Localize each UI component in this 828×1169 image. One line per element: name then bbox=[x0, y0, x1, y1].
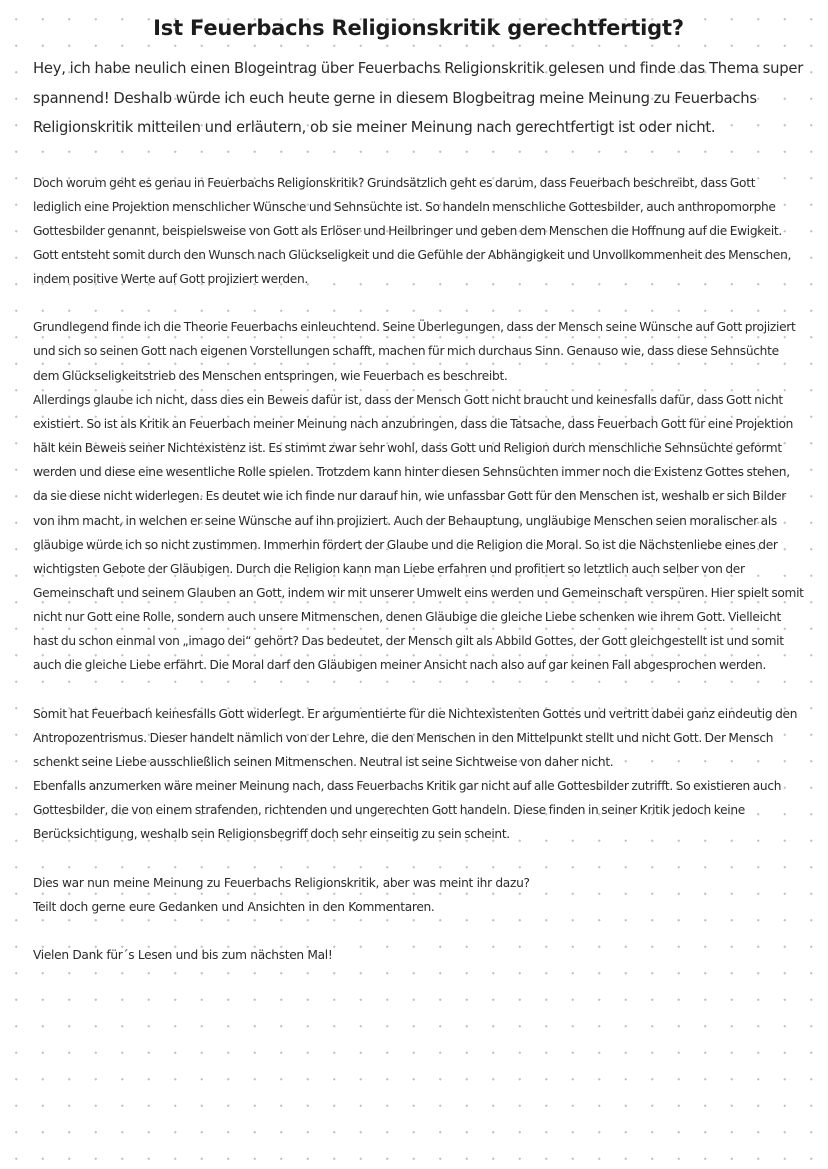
closing-invitation: Teilt doch gerne eure Gedanken und Ansichten in den Kommentaren. bbox=[33, 899, 435, 914]
paragraph-further-critique: Ebenfalls anzumerken wäre meiner Meinung nach, dass Feuerbachs Kritik gar nicht auf alle Gottesbilder zutrifft. So existieren auch Gottesbilder, die von einem strafenden, richtenden und ungerechten Gott handeln. Diese finden in seiner Kritik jedoch keine Berücksichtigung, weshalb sein Religionsbegriff doch sehr einseitig zu sein scheint. bbox=[33, 779, 782, 842]
paragraph-critique: Allerdings glaube ich nicht, dass dies ein Beweis dafür ist, dass der Mensch Gott nicht braucht und keinesfalls dafür, dass Gott nicht existiert. So ist als Kritik an Feuerbach meiner Meinung nach anzubringen, dass die Tatsache, dass Feuerbach Gott für eine Projektion hält kein Beweis seiner Nichtexistenz ist. Es stimmt zwar sehr wohl, dass Gott und Religion durch menschliche Sehnsüchte geformt werden und diese eine wesentliche Rolle spielen. Trotzdem kann hinter diesen Sehnsüchten immer noch die Existenz Gottes stehen, da sie diese nicht widerlegen. Es deutet wie ich finde nur darauf hin, wie unfassbar Gott für den Menschen ist, weshalb er sich Bilder von ihm macht, in welchen er seine Wünsche auf ihn projiziert. Auch der Behauptung, ungläubige Menschen seien moralischer als gläubige würde ich so nicht zustimmen. Immerhin fördert der Glaube und die Religion die Moral. So ist die Nächstenliebe eines der wichtigsten Gebote der Gläubigen. Durch die Religion kann man Liebe erfahren und profitiert so letztlich auch selber von der Gemeinschaft und seinem Glauben an Gott, indem wir mit unserer Umwelt eins werden und Gemeinschaft verspüren. Hier spielt somit nicht nur Gott eine Rolle, sondern auch unsere Mitmenschen, denen Gläubige die gleiche Liebe schenken wie ihrem Gott. Vielleicht hast du schon einmal von „imago dei“ gehört? Das bedeutet, der Mensch gilt als Abbild Gottes, der Gott gleichgestellt ist und somit auch die gleiche Liebe erfährt. Die Moral darf den Gläubigen meiner Ansicht nach also auf gar keinen Fall abgesprochen werden. bbox=[33, 392, 804, 673]
paragraph-topic-summary: Doch worum geht es genau in Feuerbachs Religionskritik? Grundsätzlich geht es darum, dass Feuerbach beschreibt, dass Gott lediglich eine Projektion menschlicher Wünsche und Sehnsüchte ist. So handeln menschliche Gottesbilder, auch anthropomorphe Gottesbilder genannt, beispielsweise von Gott als Erlöser und Heilbringer und geben dem Menschen die Hoffnung auf die Ewigkeit. Gott entsteht somit durch den Wunsch nach Glückseligkeit und die Gefühle der Abhängigkeit und Unvollkommenheit des Menschen, indem positive Werte auf Gott projiziert werden. bbox=[33, 175, 792, 287]
opinion-block bbox=[33, 315, 804, 677]
paragraph-agreement: Grundlegend finde ich die Theorie Feuerbachs einleuchtend. Seine Überlegungen, dass der Mensch seine Wünsche auf Gott projiziert und sich so seinen Gott nach eigenen Vorstellungen schafft, machen für mich durchaus Sinn. Genauso wie, dass diese Sehnsüchte dem Glückseligkeitstrieb des Menschen entspringen, wie Feuerbach es beschreibt. bbox=[33, 320, 796, 383]
closing-question: Dies war nun meine Meinung zu Feuerbachs Religionskritik, aber was meint ihr dazu? bbox=[33, 875, 530, 890]
page-title: Ist Feuerbachs Religionskritik gerechtfertigt? bbox=[153, 16, 684, 40]
farewell-line: Vielen Dank für´s Lesen und bis zum nächsten Mal! bbox=[33, 947, 333, 962]
closing-block bbox=[33, 871, 804, 919]
paragraph-anthropocentrism: Somit hat Feuerbach keinesfalls Gott widerlegt. Er argumentierte für die Nichtexistenten Gottes und vertritt dabei ganz eindeutig den Antropozentrismus. Dieser handelt nämlich von der Lehre, die den Menschen in den Mittelpunkt stellt und nicht Gott. Der Mensch schenkt seine Liebe ausschließlich seinen Mitmenschen. Neutral ist seine Sichtweise von daher nicht. bbox=[33, 706, 798, 769]
conclusion-block bbox=[33, 702, 804, 847]
intro-paragraph: Hey, ich habe neulich einen Blogeintrag über Feuerbachs Religionskritik gelesen und finde das Thema super spannend! Deshalb würde ich euch heute gerne in diesem Blogbeitrag meine Meinung zu Feuerbachs Religionskritik mitteilen und erläutern, ob sie meiner Meinung nach gerechtfertigt ist oder nicht. bbox=[33, 60, 804, 136]
